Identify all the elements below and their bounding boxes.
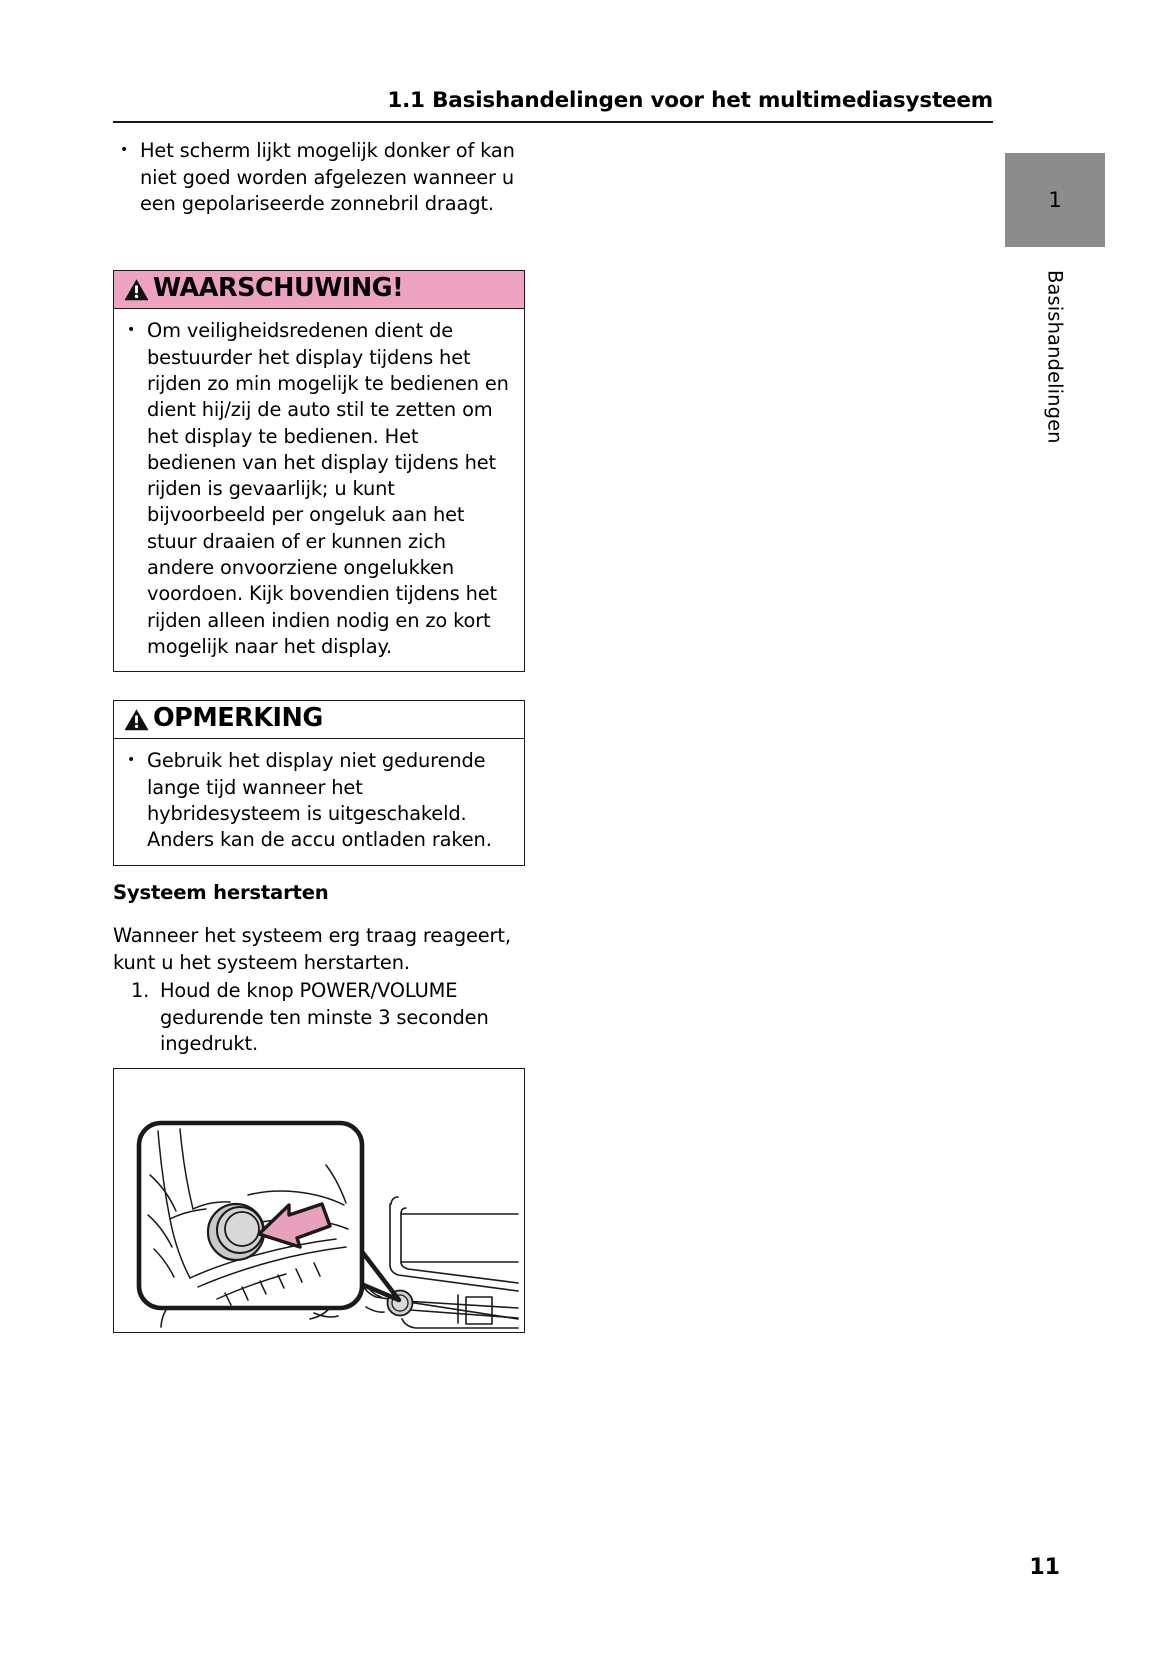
power-volume-knob-illustration [113,1068,525,1333]
warning-box-title: WAARSCHUWING! [153,273,404,303]
warning-bullet-list [120,318,512,660]
intro-section [113,138,525,218]
warning-triangle-icon [124,278,149,301]
intro-bullet-list [113,138,525,218]
chapter-tab [1005,153,1105,247]
power-volume-knob-magnified [208,1204,264,1260]
list-item: • Gebruik het display niet gedurende lange tijd wanneer het hybridesysteem is uitgeschakeld. Anders kan de accu ontladen raken. [120,748,512,853]
chapter-tab-number: 1 [1048,188,1062,212]
step-list [113,978,533,1058]
step-text: Houd de knop POWER/VOLUME gedurende ten minste 3 seconden ingedrukt. [160,979,489,1056]
list-item [113,978,533,1058]
step-number: 1. [131,979,150,1002]
restart-heading-wrap [113,880,533,905]
note-box-title: OPMERKING [153,703,323,733]
note-box [113,700,525,866]
warning-triangle-icon [124,708,149,731]
list-item: • Het scherm lijkt mogelijk donker of kan niet goed worden afgelezen wanneer u een gepolariseerde zonnebril draagt. [113,138,525,218]
warning-box-header [114,271,524,309]
restart-paragraph-wrap [113,923,533,976]
warning-box-body [114,309,524,671]
note-box-body [114,739,524,864]
illustration-svg [114,1069,523,1331]
warning-box [113,270,525,672]
list-item: • Om veiligheidsredenen dient de bestuurder het display tijdens het rijden zo min mogelijk te bedienen en dient hij/zij de auto stil te zetten om het display te bedienen. Het bedienen van het display tijdens het rijden is gevaarlijk; u kunt bijvoorbeeld per ongeluk aan het stuur draaien of er kunnen zich andere onvoorziene ongelukken voordoen. Kijk bovendien tijdens het rijden alleen indien nodig en zo kort mogelijk naar het display. [120,318,512,660]
section-paragraph: Wanneer het systeem erg traag reageert, kunt u het systeem herstarten. [113,924,511,974]
page-number: 11 [1029,1555,1060,1580]
header-divider [113,121,993,123]
restart-steps-wrap [113,978,533,1058]
chapter-tab-label [1005,270,1105,570]
note-box-header [114,701,524,739]
page-title: 1.1 Basishandelingen voor het multimediasysteem [387,88,993,113]
page-header [113,88,993,123]
note-bullet-list [120,748,512,853]
chapter-tab-label-text: Basishandelingen [1043,270,1067,444]
section-heading: Systeem herstarten [113,881,329,904]
